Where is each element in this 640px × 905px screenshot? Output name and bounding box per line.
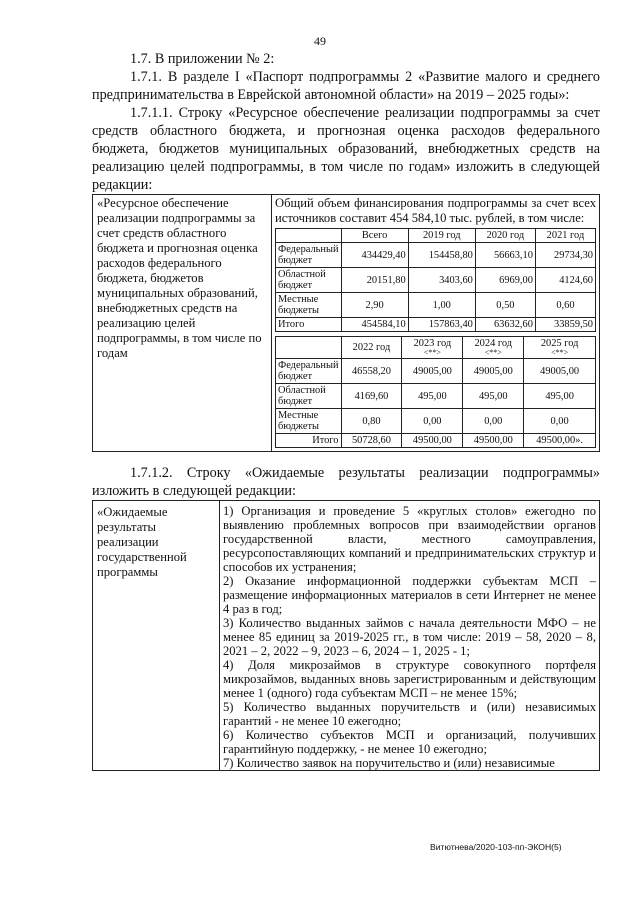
financing-table-2019-2021: [275, 228, 596, 332]
header-note: <**>: [484, 348, 502, 357]
cell-value: 454584,10: [341, 318, 408, 332]
table-row: [276, 243, 596, 268]
row-label: Федеральный бюджет: [276, 359, 342, 384]
cell-value: 63632,60: [475, 318, 535, 332]
table-row: [276, 359, 596, 384]
cell-value: 20151,80: [341, 268, 408, 293]
cell-value: 49500,00: [402, 434, 463, 448]
header-cell: [276, 229, 342, 243]
cell-value: 46558,20: [341, 359, 402, 384]
financing-intro: Общий объем финансирования подпрограммы за счет всех источников составит 454 584,10 тыс. рублей, в том числе:: [275, 196, 596, 225]
cell-value: 1,00: [408, 293, 475, 318]
result-item: 4) Доля микрозаймов в структуре совокупного портфеля микрозаймов, выданных вновь зарегистрированным и действующим менее 1 (одного) года субъектам МСП – не менее 15%;: [223, 658, 596, 700]
row-label: Местные бюджеты: [276, 409, 342, 434]
header-cell: [524, 337, 596, 359]
row-label: Федеральный бюджет: [276, 243, 342, 268]
cell-value: 0,00: [524, 409, 596, 434]
header-note: <**>: [551, 348, 569, 357]
row-label: Областной бюджет: [276, 384, 342, 409]
table-row: [276, 268, 596, 293]
cell-value: 495,00: [463, 384, 524, 409]
table-row: [276, 384, 596, 409]
table-total-row: [276, 318, 596, 332]
resource-label: «Ресурсное обеспечение реализации подпрограммы за счет средств областного бюджета и прогнозная оценка расходов федерального бюджета, бюджетов муниципальных образований, внебюджетных средств на реализацию целей подпрограммы, в том числе по годам: [93, 195, 272, 452]
header-cell: [276, 337, 342, 359]
header-year: 2022 год: [352, 342, 391, 353]
row-label: Итого: [276, 434, 342, 448]
result-item: 3) Количество выданных займов с начала деятельности МФО – не менее 85 единиц за 2019-2025 гг., в том числе: 2019 – 58, 2020 – 8, 2021 – 2, 2022 – 9, 2023 – 6, 2024 – 1, 2025 - 1;: [223, 616, 596, 658]
cell-value: 0,80: [341, 409, 402, 434]
header-cell: [463, 337, 524, 359]
result-item: 6) Количество субъектов МСП и организаций, получивших гарантийную поддержку, - не менее 10 ежегодно;: [223, 728, 596, 756]
result-item: 2) Оказание информационной поддержки субъектам МСП – размещение информационных материалов в сети Интернет не менее 4 раз в год;: [223, 574, 596, 616]
table-total-row: [276, 434, 596, 448]
para-1-7-1: 1.7.1. В разделе I «Паспорт подпрограммы 2 «Развитие малого и среднего предпринимательства в Еврейской автономной области» на 2019 – 2025 годы»:: [92, 69, 600, 103]
result-item: 1) Организация и проведение 5 «круглых столов» ежегодно по выявлению проблемных вопросов при взаимодействии органов государственной власти, местного самоуправления, ресурсопоставляющих компаний и предпринимательских структур и способов их устранения;: [223, 504, 596, 574]
page-number: 49: [314, 34, 326, 48]
cell-value: 6969,00: [475, 268, 535, 293]
cell-value: 29734,30: [535, 243, 595, 268]
cell-value: 0,50: [475, 293, 535, 318]
financing-table-2022-2025: [275, 336, 596, 448]
row-label: Местные бюджеты: [276, 293, 342, 318]
cell-value: 2,90: [341, 293, 408, 318]
table-header-row: [276, 229, 596, 243]
cell-value: 157863,40: [408, 318, 475, 332]
header-year: 2023 год: [413, 338, 452, 349]
row-label: Итого: [276, 318, 342, 332]
header-cell: [402, 337, 463, 359]
cell-value: 56663,10: [475, 243, 535, 268]
header-year: 2025 год: [540, 338, 579, 349]
results-label: «Ожидаемые результаты реализации государственной программы: [93, 501, 220, 771]
cell-value: 3403,60: [408, 268, 475, 293]
para-1-7: 1.7. В приложении № 2:: [130, 51, 275, 67]
header-note: <**>: [423, 348, 441, 357]
cell-value: 495,00: [402, 384, 463, 409]
cell-value: 49005,00: [402, 359, 463, 384]
cell-value: 154458,80: [408, 243, 475, 268]
cell-value: 49005,00: [524, 359, 596, 384]
document-body: [92, 50, 600, 771]
cell-value: 495,00: [524, 384, 596, 409]
resource-content: [272, 195, 600, 452]
result-item: 5) Количество выданных поручительств и (или) независимых гарантий - не менее 10 ежегодно;: [223, 700, 596, 728]
cell-value: 49500,00: [463, 434, 524, 448]
cell-value: 50728,60: [341, 434, 402, 448]
header-cell: 2020 год: [475, 229, 535, 243]
cell-value: 434429,40: [341, 243, 408, 268]
results-table: [92, 500, 600, 771]
para-1-7-1-2: 1.7.1.2. Строку «Ожидаемые результаты реализации подпрограммы» изложить в следующей редакции:: [92, 465, 600, 499]
results-content: [220, 501, 600, 771]
cell-value: 0,60: [535, 293, 595, 318]
header-cell: 2021 год: [535, 229, 595, 243]
row-label: Областной бюджет: [276, 268, 342, 293]
resource-table: [92, 194, 600, 452]
cell-value: 0,00: [463, 409, 524, 434]
para-1-7-1-1: 1.7.1.1. Строку «Ресурсное обеспечение реализации подпрограммы за счет средств областного бюджета, и прогнозная оценка расходов федерального бюджета, бюджетов муниципальных образований, внебюджетных средств на реализацию целей подпрограммы, в том числе по годам» изложить в следующей редакции:: [92, 105, 600, 193]
cell-value: 0,00: [402, 409, 463, 434]
cell-value: 4169,60: [341, 384, 402, 409]
cell-value: 49500,00».: [524, 434, 596, 448]
table-row: [276, 293, 596, 318]
table-header-row: [276, 337, 596, 359]
header-cell: Всего: [341, 229, 408, 243]
table-row: [276, 409, 596, 434]
cell-value: 49005,00: [463, 359, 524, 384]
cell-value: 33859,50: [535, 318, 595, 332]
header-year: 2024 год: [474, 338, 513, 349]
result-item: 7) Количество заявок на поручительство и (или) независимые: [223, 756, 555, 770]
cell-value: 4124,60: [535, 268, 595, 293]
header-cell: [341, 337, 402, 359]
document-footer-code: Витютнева/2020-103-пп-ЭКОН(5): [430, 842, 562, 852]
header-cell: 2019 год: [408, 229, 475, 243]
